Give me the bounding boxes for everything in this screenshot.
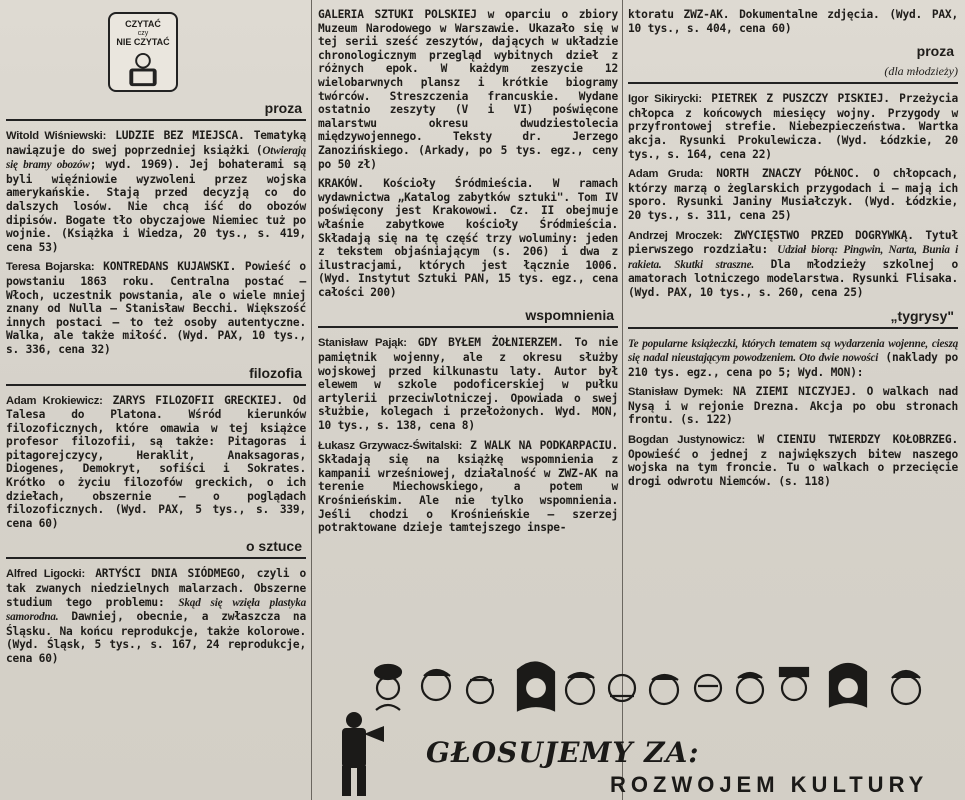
entry-author: Stanisław Dymek: (628, 386, 724, 399)
entry-text: O walkach nad Nysą i w rejonie Drezna. Akcja po obu stronach frontu. (s. 122) (628, 385, 958, 427)
entry-author: Łukasz Grzywacz-Świtalski: (318, 439, 463, 452)
logo-line-3: NIE CZYTAĆ (116, 37, 170, 47)
entry-italic: Te popularne książeczki, których tematem są wydarzenia wojenne, cieszą się nadal nieustającym powodzeniem. Oto dwie nowości (628, 337, 958, 365)
book-entry (628, 92, 958, 161)
logo-line-1: CZYTAĆ (125, 19, 161, 29)
column-rule (311, 0, 312, 800)
reader-figure-icon (121, 51, 165, 90)
slogan-vote: GŁOSUJEMY ZA: (426, 736, 700, 769)
section-heading-tygrysy: „tygrysy" (628, 306, 958, 329)
book-entry (318, 177, 618, 299)
section-heading-o-sztuce: o sztuce (6, 536, 306, 559)
entry-text: w oparciu o zbiory Muzeum Narodowego w Warszawie. Ukazało się w tej serii sześć zeszytów, dających w układzie chronologicznym przegląd wybitnych dzieł z różnych epok. W każdym zeszycie 12 wielobarwnych plansz i krótkie biogramy twórców. Streszczenia francuskie. Wydane ostatnio zeszyty (V i VI) poświęcone malarstwu okresu dwudziestolecia międzywojennego. Teksty dr. Jerzego Zanozińskiego. (Arkady, po 5 tys. egz., ceny po 50 zł) (318, 8, 618, 171)
entry-text: (naklady po 210 tys. egz., cena po 5; Wyd. MON): (628, 351, 958, 379)
entry-title: KONTREDANS KUJAWSKI. (103, 260, 237, 274)
entry-title: ZARYS FILOZOFII GRECKIEJ. (112, 393, 283, 407)
entry-text: W ramach wydawnictwa „Katalog zabytków sztuki". Tom IV poświęcony jest Krakowowi. Cz. II obejmuje właśnie zabytkowe kościoły Śródmieścia. Składają się na tę część trzy woluminy: jeden z tekstem objaśniającym (s. 206) i dwa z ilustracjami, których jest łącznie 1006. (Wyd. Instytut Sztuki PAN, 15 tys. egz., cena całości 200) (318, 177, 618, 299)
culture-banner (318, 648, 963, 800)
entry-title: NORTH ZNACZY PÓŁNOC. (716, 167, 860, 181)
book-entry (6, 394, 306, 531)
column-1 (6, 0, 306, 672)
entry-title: NA ZIEMI NICZYJEJ. (732, 385, 857, 399)
book-entry (628, 433, 958, 488)
book-entry (628, 8, 958, 35)
entry-title: Z WALK NA PODKARPACIU. (470, 438, 618, 452)
book-entry (318, 336, 618, 432)
entry-text: czyli o tak zwanych niedzielnych malarzach. Obszerne studium tego problemu: (6, 567, 307, 609)
entry-author: Stanisław Pająk: (318, 337, 407, 350)
book-entry (6, 260, 306, 356)
section-heading-wspomnienia: wspomnienia (318, 305, 618, 328)
section-heading-proza: proza (916, 43, 954, 60)
logo-line-2: czy (137, 30, 149, 37)
book-entry (6, 129, 306, 254)
entry-text: Opowieść o jednej z największych bitew naszego wojska na tym froncie. Tu o walkach o przecięcie drogi odwrotu Niemców. (s. 118) (628, 447, 958, 488)
series-intro (628, 337, 958, 380)
entry-title: GALERIA SZTUKI POLSKIEJ (318, 8, 477, 21)
column-2 (318, 0, 618, 541)
entry-title: ZWYCIĘSTWO PRZED DOGRYWKĄ. (733, 228, 914, 242)
entry-text: Dla młodzieży szkolnej o amatorach lotniczego modelarstwa. Rysunki Flisaka. (Wyd. PAX, 10 tys., s. 260, cena 25) (628, 257, 958, 299)
entry-text: Tematyką nawiązuje do swej poprzedniej książki ( (6, 129, 306, 157)
slogan-culture: ROZWOJEM KULTURY (610, 772, 929, 797)
entry-title: ARTYŚCI DNIA SIÓDMEGO, (95, 567, 247, 581)
entry-author: Igor Sikirycki: (628, 93, 702, 106)
entry-author: Adam Gruda: (628, 168, 704, 181)
entry-text: O chłopcach, którzy marzą o żeglarskich przygodach i — mają ich sporo. Rysunki Janiny Musiałczyk. (Wyd. Łódzkie, 20 tys., s. 311, cena 25) (628, 167, 959, 222)
entry-text: ktoratu ZWZ-AK. Dokumentalne zdjęcia. (Wyd. PAX, 10 tys., s. 404, cena 60) (628, 8, 958, 35)
entry-author: Andrzej Mroczek: (628, 229, 723, 242)
entry-author: Witold Wiśniewski: (6, 130, 107, 142)
entry-author: Adam Krokiewicz: (6, 394, 103, 407)
bugler-figure-icon (328, 708, 388, 798)
entry-author: Teresa Bojarska: (6, 261, 95, 274)
book-entry (6, 567, 306, 665)
entry-text: Przeżycia chłopca z końcowych miesięcy wojny. Przygody w przyfrontowej strefie. Niebezpieczeństwa. Wartka akcja. Rysunki Prokulewicza. (Wyd. Łódzkie, 20 tys., s. 164, cena 22) (628, 92, 958, 161)
entry-title: PIETREK Z PUSZCZY PISKIEJ. (711, 92, 890, 106)
entry-text: ; wyd. 1969). Jej bohaterami są byli więźniowie wyzwoleni przez wojska amerykańskie. Stają przed decyzją co do dalszych losów. Nie chcą iść do obozów dipisów. Bogate tło obyczajowe Niemiec tuż po wojnie. (Książka i Wiedza, 20 tys., s. 419, cena 53) (6, 158, 306, 254)
section-heading-proza: proza (6, 98, 306, 121)
entry-title: GDY BYŁEM ŻOŁNIERZEM. (417, 336, 564, 350)
book-entry (628, 229, 958, 300)
section-subheading: (dla młodzieży) (628, 64, 958, 84)
book-entry (318, 8, 618, 171)
book-entry (318, 439, 618, 535)
entry-title: W CIENIU TWIERDZY KOŁOBRZEG. (757, 433, 958, 447)
entry-italic: Otwierają się bramy obozów (6, 144, 306, 172)
entry-text: Od Talesa do Platona. Wśród kierunków filozoficznych, które omawia w tej książce profesor filozofii, są także: Pitagoras i pitagorejczycy, Heraklit, Anaksagoras, Diogenes, Demokryt, sofiści i Sokrates. Krótko o życiu filozofów greckich, o ich dziełach, obszernie — o poglądach filozoficznych. (Wyd. PAX, 5 tys., s. 339, cena 60) (6, 393, 306, 530)
crowd-faces-illustration (358, 650, 958, 730)
section-heading-filozofia: filozofia (6, 363, 306, 386)
entry-text: Dawniej, obecnie, a zwłaszcza na Śląsku. Na końcu reprodukcje, także kolorowe. (Wyd. Śląsk, 5 tys., s. 167, 24 reprodukcje, cena 60) (6, 610, 306, 665)
entry-author: Alfred Ligocki: (6, 568, 85, 581)
entry-text: Tytuł pierwszego rozdziału: (628, 228, 958, 257)
entry-author: Bogdan Justynowicz: (628, 434, 746, 447)
entry-text: Składają się na książkę wspomnienia z kampanii wrześniowej, działalność w ZWZ-AK na terenie Miechowskiego, a potem w Krośnieńskim. Ale nie tylko wspomnienia. Jeśli chodzi o Krośnieńskie — szerzej potraktowane dzieje tamtejszego inspe- (318, 453, 618, 535)
book-entry (628, 385, 958, 427)
book-entry (628, 167, 958, 222)
entry-text: Powieść o powstaniu 1863 roku. Centralna postać — Włoch, uczestnik powstania, ale o wiele mniej znany od Nulla — Stanisław Becchi. Większość innych postaci — to też osoby autentyczne. Walka, ale także miłość. (Wyd. PAX, 10 tys., s. 336, cena 32) (6, 260, 306, 356)
entry-italic: Udział biorą: Pingwin, Narta, Bunia i rakieta. Skutki straszne. (628, 244, 958, 271)
entry-title: LUDZIE BEZ MIEJSCA. (115, 129, 245, 142)
entry-text: To nie pamiętnik wojenny, ale z okresu służby wojskowej przed kilkunastu laty. Autor był elewem w szkole podoficerskiej w pułku artylerii przeciwlotniczej. Opowiada o swej służbie, kolegach i przełożonych. Wyd. MON, 10 tys., s. 138, cena 8) (318, 336, 619, 433)
entry-italic: Skąd się wzięła plastyka samorodna. (6, 596, 306, 624)
entry-title: KRAKÓW. Kościoły Śródmieścia. (318, 177, 534, 191)
column-3 (628, 0, 958, 494)
czytac-logo (108, 12, 178, 92)
